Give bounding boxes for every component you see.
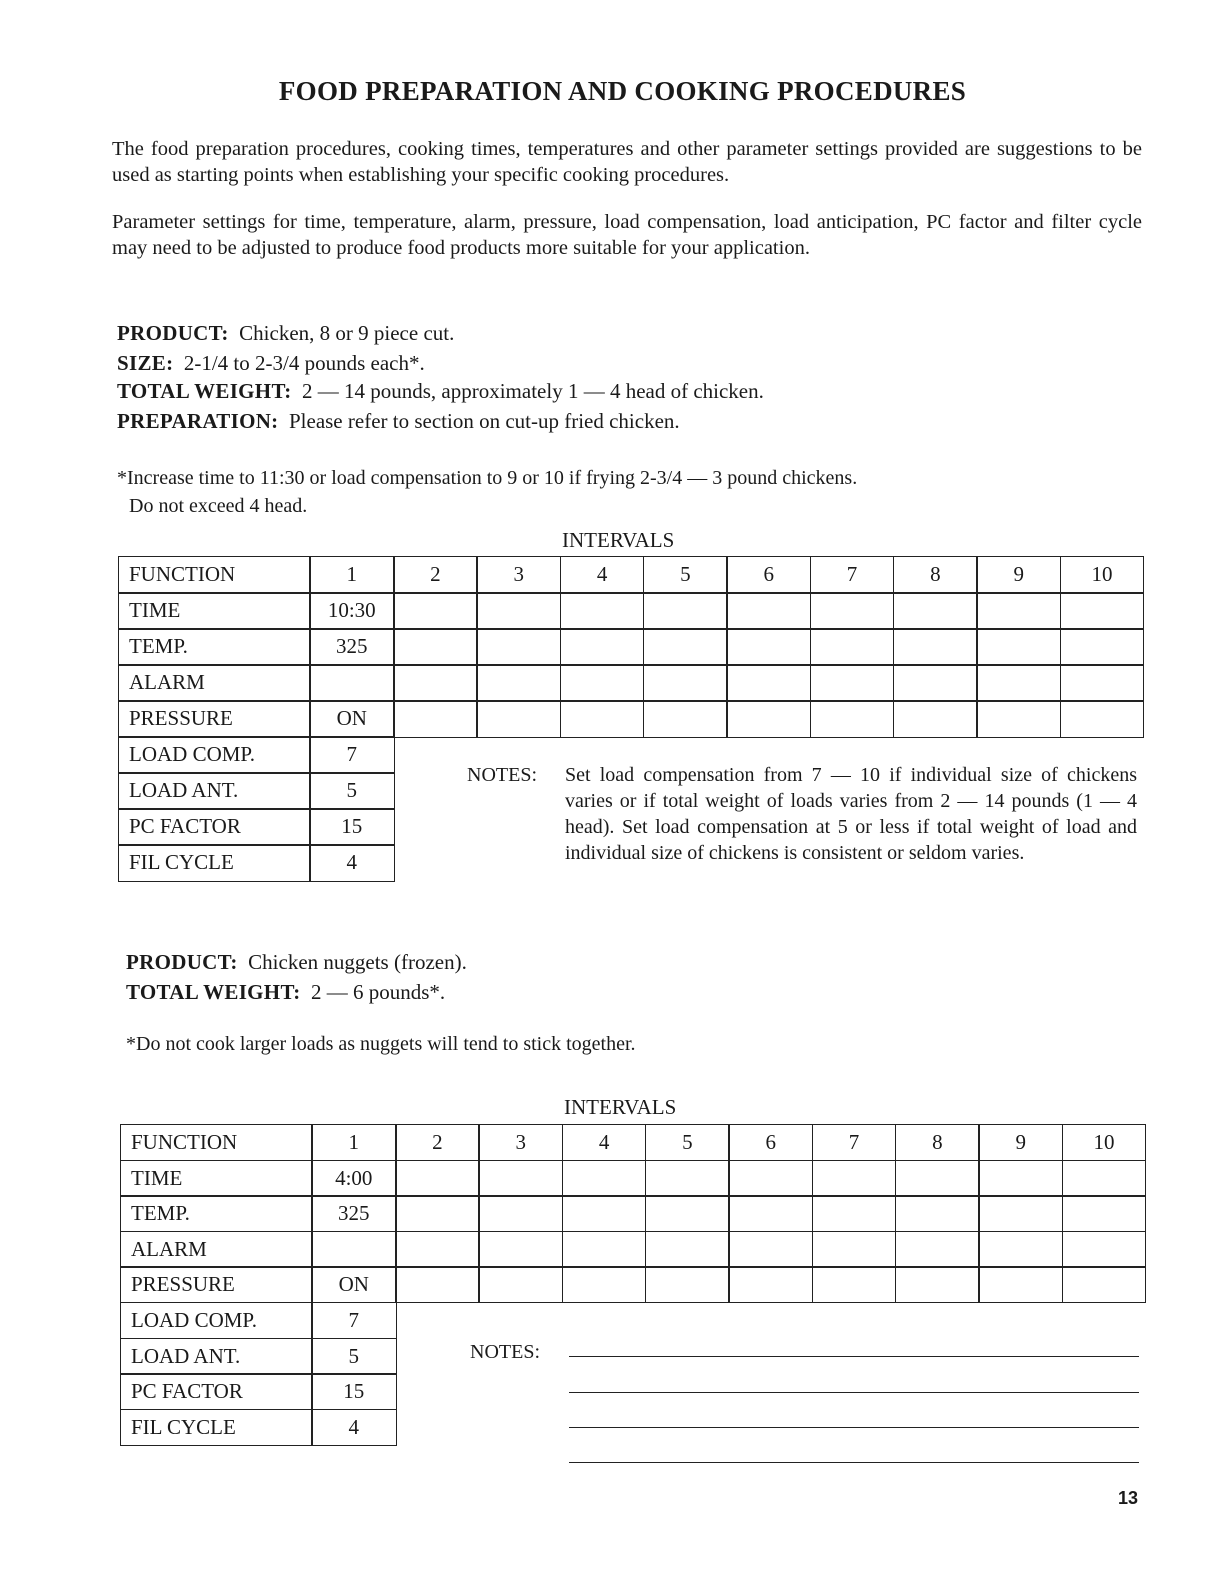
intro-paragraph-1: The food preparation procedures, cooking times, temperatures and other parameter settings provided are suggestions to be used as starting points when establishing your specific cooking procedures. xyxy=(112,138,1142,186)
empty-cell xyxy=(393,628,478,666)
page-title: FOOD PREPARATION AND COOKING PROCEDURES xyxy=(278,76,967,106)
footnote-line-2: Do not exceed 4 head. xyxy=(129,495,308,517)
total-weight-field: TOTAL WEIGHT: 2 — 14 pounds, approximately 1 — 4 head of chicken. xyxy=(117,379,764,403)
footnote-2: *Do not cook larger loads as nuggets will tend to stick together. xyxy=(126,1033,636,1055)
empty-cell xyxy=(645,1195,730,1232)
header-interval-2: 2 xyxy=(393,556,478,594)
empty-cell xyxy=(643,700,728,738)
empty-cell xyxy=(728,1231,813,1268)
row-label: PRESSURE xyxy=(118,700,311,738)
empty-cell xyxy=(978,1195,1063,1232)
row-label: TIME xyxy=(120,1160,313,1197)
empty-cell xyxy=(395,1266,480,1303)
empty-cell xyxy=(895,1231,980,1268)
row-value xyxy=(309,664,395,702)
empty-cell xyxy=(476,700,561,738)
empty-cell xyxy=(810,700,895,738)
empty-cell xyxy=(645,1231,730,1268)
empty-cell xyxy=(478,1231,563,1268)
empty-cell xyxy=(895,1266,980,1303)
notes-text: Set load compensation from 7 — 10 if individual size of chickens varies or if total weight of loads varies from 2 — 14 pounds (1 — 4 head). Set load compensation at 5 or less if total weight of load and individual size of chickens is consistent or seldom varies. xyxy=(565,764,1137,864)
header-interval-3: 3 xyxy=(476,556,561,594)
empty-cell xyxy=(562,1160,647,1197)
header-function: FUNCTION xyxy=(120,1124,313,1161)
row-label: FIL CYCLE xyxy=(120,1409,313,1446)
row-value: 325 xyxy=(311,1195,397,1232)
row-value: 4 xyxy=(311,1409,397,1446)
empty-cell xyxy=(726,700,811,738)
header-interval-7: 7 xyxy=(810,556,895,594)
empty-cell xyxy=(562,1231,647,1268)
empty-cell xyxy=(476,592,561,630)
empty-cell xyxy=(1062,1266,1147,1303)
empty-cell xyxy=(560,664,645,702)
row-label: LOAD ANT. xyxy=(118,772,311,810)
empty-cell xyxy=(893,664,978,702)
empty-cell xyxy=(812,1266,897,1303)
empty-cell xyxy=(562,1195,647,1232)
empty-cell xyxy=(893,592,978,630)
header-interval-8: 8 xyxy=(895,1124,980,1161)
intro-paragraph-2: Parameter settings for time, temperature, alarm, pressure, load compensation, load anticipation, PC factor and filter cycle may need to be adjusted to produce food products more suitable for your application. xyxy=(112,211,1142,259)
row-value: 5 xyxy=(309,772,395,810)
empty-cell xyxy=(645,1266,730,1303)
header-interval-4: 4 xyxy=(562,1124,647,1161)
empty-cell xyxy=(726,628,811,666)
header-interval-5: 5 xyxy=(645,1124,730,1161)
notes-label-2: NOTES: xyxy=(470,1341,540,1363)
empty-cell xyxy=(978,1160,1063,1197)
row-label: TEMP. xyxy=(120,1195,313,1232)
empty-cell xyxy=(1062,1195,1147,1232)
notes-line xyxy=(569,1356,1139,1357)
empty-cell xyxy=(728,1195,813,1232)
row-label: TIME xyxy=(118,592,311,630)
empty-cell xyxy=(395,1195,480,1232)
row-value: 15 xyxy=(309,808,395,846)
empty-cell xyxy=(643,628,728,666)
header-interval-1: 1 xyxy=(311,1124,397,1161)
empty-cell xyxy=(978,1231,1063,1268)
header-interval-1: 1 xyxy=(309,556,395,594)
empty-cell xyxy=(726,664,811,702)
empty-cell xyxy=(812,1160,897,1197)
header-interval-2: 2 xyxy=(395,1124,480,1161)
empty-cell xyxy=(643,664,728,702)
intervals-label-2: INTERVALS xyxy=(564,1095,677,1119)
empty-cell xyxy=(1062,1160,1147,1197)
total-weight-field-2: TOTAL WEIGHT: 2 — 6 pounds*. xyxy=(126,980,446,1004)
notes-label: NOTES: xyxy=(467,764,537,786)
header-interval-9: 9 xyxy=(976,556,1061,594)
empty-cell xyxy=(476,664,561,702)
header-interval-6: 6 xyxy=(726,556,811,594)
header-interval-10: 10 xyxy=(1062,1124,1147,1161)
empty-cell xyxy=(893,628,978,666)
product-field: PRODUCT: Chicken, 8 or 9 piece cut. xyxy=(117,321,455,345)
footnote: *Increase time to 11:30 or load compensation to 9 or 10 if frying 2-3/4 — 3 pound chickens. xyxy=(117,467,858,489)
notes-line xyxy=(569,1427,1139,1428)
empty-cell xyxy=(560,700,645,738)
row-label: LOAD COMP. xyxy=(120,1302,313,1339)
empty-cell xyxy=(895,1195,980,1232)
empty-cell xyxy=(1060,628,1145,666)
row-value: 4 xyxy=(309,844,395,882)
empty-cell xyxy=(812,1195,897,1232)
empty-cell xyxy=(478,1266,563,1303)
empty-cell xyxy=(978,1266,1063,1303)
empty-cell xyxy=(976,628,1061,666)
empty-cell xyxy=(562,1266,647,1303)
notes-line xyxy=(569,1392,1139,1393)
empty-cell xyxy=(976,592,1061,630)
row-label: TEMP. xyxy=(118,628,311,666)
empty-cell xyxy=(560,592,645,630)
empty-cell xyxy=(643,592,728,630)
row-value: 5 xyxy=(311,1338,397,1375)
header-interval-3: 3 xyxy=(478,1124,563,1161)
empty-cell xyxy=(1060,700,1145,738)
empty-cell xyxy=(560,628,645,666)
row-value: 325 xyxy=(309,628,395,666)
empty-cell xyxy=(478,1160,563,1197)
row-value: 7 xyxy=(311,1302,397,1339)
empty-cell xyxy=(728,1266,813,1303)
empty-cell xyxy=(812,1231,897,1268)
empty-cell xyxy=(893,700,978,738)
header-interval-6: 6 xyxy=(728,1124,813,1161)
page-number: 13 xyxy=(1118,1488,1139,1508)
empty-cell xyxy=(395,1231,480,1268)
empty-cell xyxy=(478,1195,563,1232)
intervals-label: INTERVALS xyxy=(562,528,675,552)
empty-cell xyxy=(476,628,561,666)
empty-cell xyxy=(976,664,1061,702)
empty-cell xyxy=(645,1160,730,1197)
row-value: 10:30 xyxy=(309,592,395,630)
row-label: PC FACTOR xyxy=(120,1373,313,1410)
row-label: PRESSURE xyxy=(120,1266,313,1303)
product-field-2: PRODUCT: Chicken nuggets (frozen). xyxy=(126,950,467,974)
header-function: FUNCTION xyxy=(118,556,311,594)
header-interval-4: 4 xyxy=(560,556,645,594)
header-interval-7: 7 xyxy=(812,1124,897,1161)
notes-line xyxy=(569,1462,1139,1463)
preparation-field: PREPARATION: Please refer to section on cut-up fried chicken. xyxy=(117,409,680,433)
empty-cell xyxy=(393,700,478,738)
row-value: ON xyxy=(309,700,395,738)
empty-cell xyxy=(393,592,478,630)
empty-cell xyxy=(976,700,1061,738)
row-value: 7 xyxy=(309,736,395,774)
row-value: 15 xyxy=(311,1373,397,1410)
empty-cell xyxy=(810,628,895,666)
row-label: LOAD ANT. xyxy=(120,1338,313,1375)
empty-cell xyxy=(810,664,895,702)
header-interval-5: 5 xyxy=(643,556,728,594)
row-label: LOAD COMP. xyxy=(118,736,311,774)
row-value xyxy=(311,1231,397,1268)
empty-cell xyxy=(1060,664,1145,702)
empty-cell xyxy=(393,664,478,702)
empty-cell xyxy=(395,1160,480,1197)
size-field: SIZE: 2-1/4 to 2-3/4 pounds each*. xyxy=(117,351,425,375)
empty-cell xyxy=(1062,1231,1147,1268)
empty-cell xyxy=(1060,592,1145,630)
header-interval-9: 9 xyxy=(978,1124,1063,1161)
row-value: ON xyxy=(311,1266,397,1303)
header-interval-10: 10 xyxy=(1060,556,1145,594)
empty-cell xyxy=(726,592,811,630)
row-label: ALARM xyxy=(118,664,311,702)
empty-cell xyxy=(810,592,895,630)
row-value: 4:00 xyxy=(311,1160,397,1197)
header-interval-8: 8 xyxy=(893,556,978,594)
empty-cell xyxy=(728,1160,813,1197)
empty-cell xyxy=(895,1160,980,1197)
row-label: FIL CYCLE xyxy=(118,844,311,882)
row-label: PC FACTOR xyxy=(118,808,311,846)
row-label: ALARM xyxy=(120,1231,313,1268)
